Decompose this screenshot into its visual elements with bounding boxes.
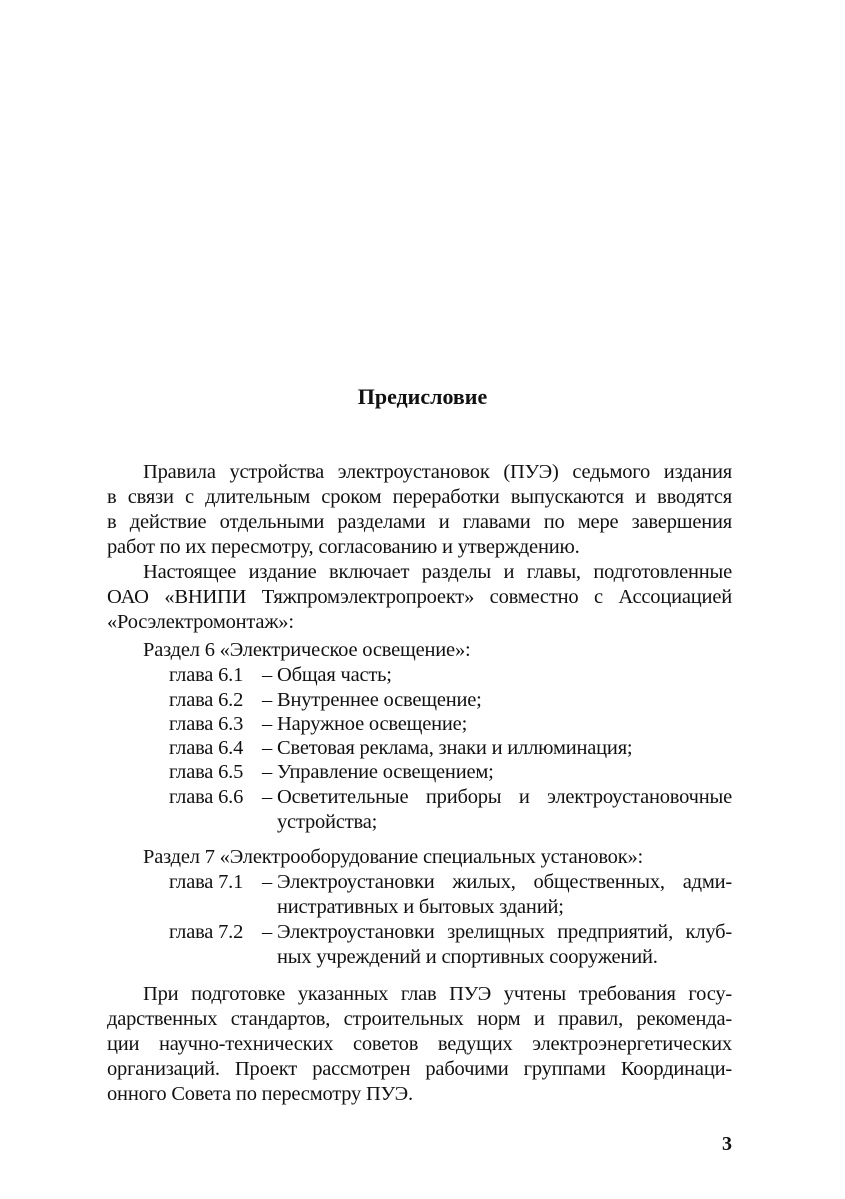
paragraph-line: онного Совета по пересмотру ПУЭ. (107, 1083, 413, 1105)
paragraph-line: работ по их пересмотру, согласованию и утверждению. (107, 536, 580, 558)
chapter-number: глава 6.4 (169, 737, 244, 759)
paragraph-line: дарственных стандартов, строительных норм и правил, рекоменда- (107, 1008, 732, 1030)
chapter-title-cont: нистративных и бытовых зданий; (277, 896, 564, 918)
chapter-dash: – (262, 689, 273, 711)
section-heading: Раздел 7 «Электрооборудование специальных установок»: (143, 846, 644, 868)
chapter-title-cont: ных учреждений и спортивных сооружений. (277, 946, 658, 968)
paragraph-line: ции научно-технических советов ведущих электроэнергетических (107, 1033, 732, 1055)
paragraph-line: в действие отдельными разделами и главами по мере завершения (107, 511, 732, 533)
chapter-title: Наружное освещение; (277, 713, 468, 735)
chapter-title: Внутреннее освещение; (277, 689, 482, 711)
paragraph-line: Правила устройства электроустановок (ПУЭ) седьмого издания (143, 461, 732, 483)
section-heading: Раздел 6 «Электрическое освещение»: (143, 639, 471, 661)
paragraph-line: организаций. Проект рассмотрен рабочими группами Координаци- (107, 1058, 732, 1080)
chapter-number: глава 6.6 (169, 786, 244, 808)
page-title: Предисловие (357, 384, 488, 409)
chapter-title: Электроустановки жилых, общественных, адми- (277, 871, 732, 893)
paragraph-line: в связи с длительным сроком переработки выпускаются и вводятся (107, 486, 732, 508)
chapter-number: глава 6.5 (169, 761, 244, 783)
chapter-title: Электроустановки зрелищных предприятий, клуб- (277, 921, 732, 943)
paragraph-line: «Росэлектромонтаж»: (107, 611, 294, 633)
paragraph-line: Настоящее издание включает разделы и главы, подготовленные (143, 561, 732, 583)
chapter-dash: – (262, 664, 273, 686)
chapter-title: Общая часть; (277, 664, 392, 686)
chapter-title: Управление освещением; (277, 761, 494, 783)
chapter-number: глава 6.1 (169, 664, 244, 686)
chapter-number: глава 6.2 (169, 689, 244, 711)
paragraph-line: ОАО «ВНИПИ Тяжпромэлектропроект» совместно с Ассоциацией (107, 586, 732, 608)
page-number: 3 (722, 1133, 732, 1155)
chapter-number: глава 6.3 (169, 713, 244, 735)
chapter-dash: – (262, 761, 273, 783)
chapter-dash: – (262, 713, 273, 735)
chapter-dash: – (262, 786, 273, 808)
chapter-dash: – (262, 871, 273, 893)
chapter-title: Световая реклама, знаки и иллюминация; (277, 737, 633, 759)
chapter-title-cont: устройства; (277, 811, 378, 833)
chapter-number: глава 7.2 (169, 921, 244, 943)
chapter-title: Осветительные приборы и электроустановочные (277, 786, 732, 808)
chapter-dash: – (262, 921, 273, 943)
paragraph-line: При подготовке указанных глав ПУЭ учтены требования госу- (143, 983, 732, 1005)
chapter-dash: – (262, 737, 273, 759)
chapter-number: глава 7.1 (169, 871, 244, 893)
